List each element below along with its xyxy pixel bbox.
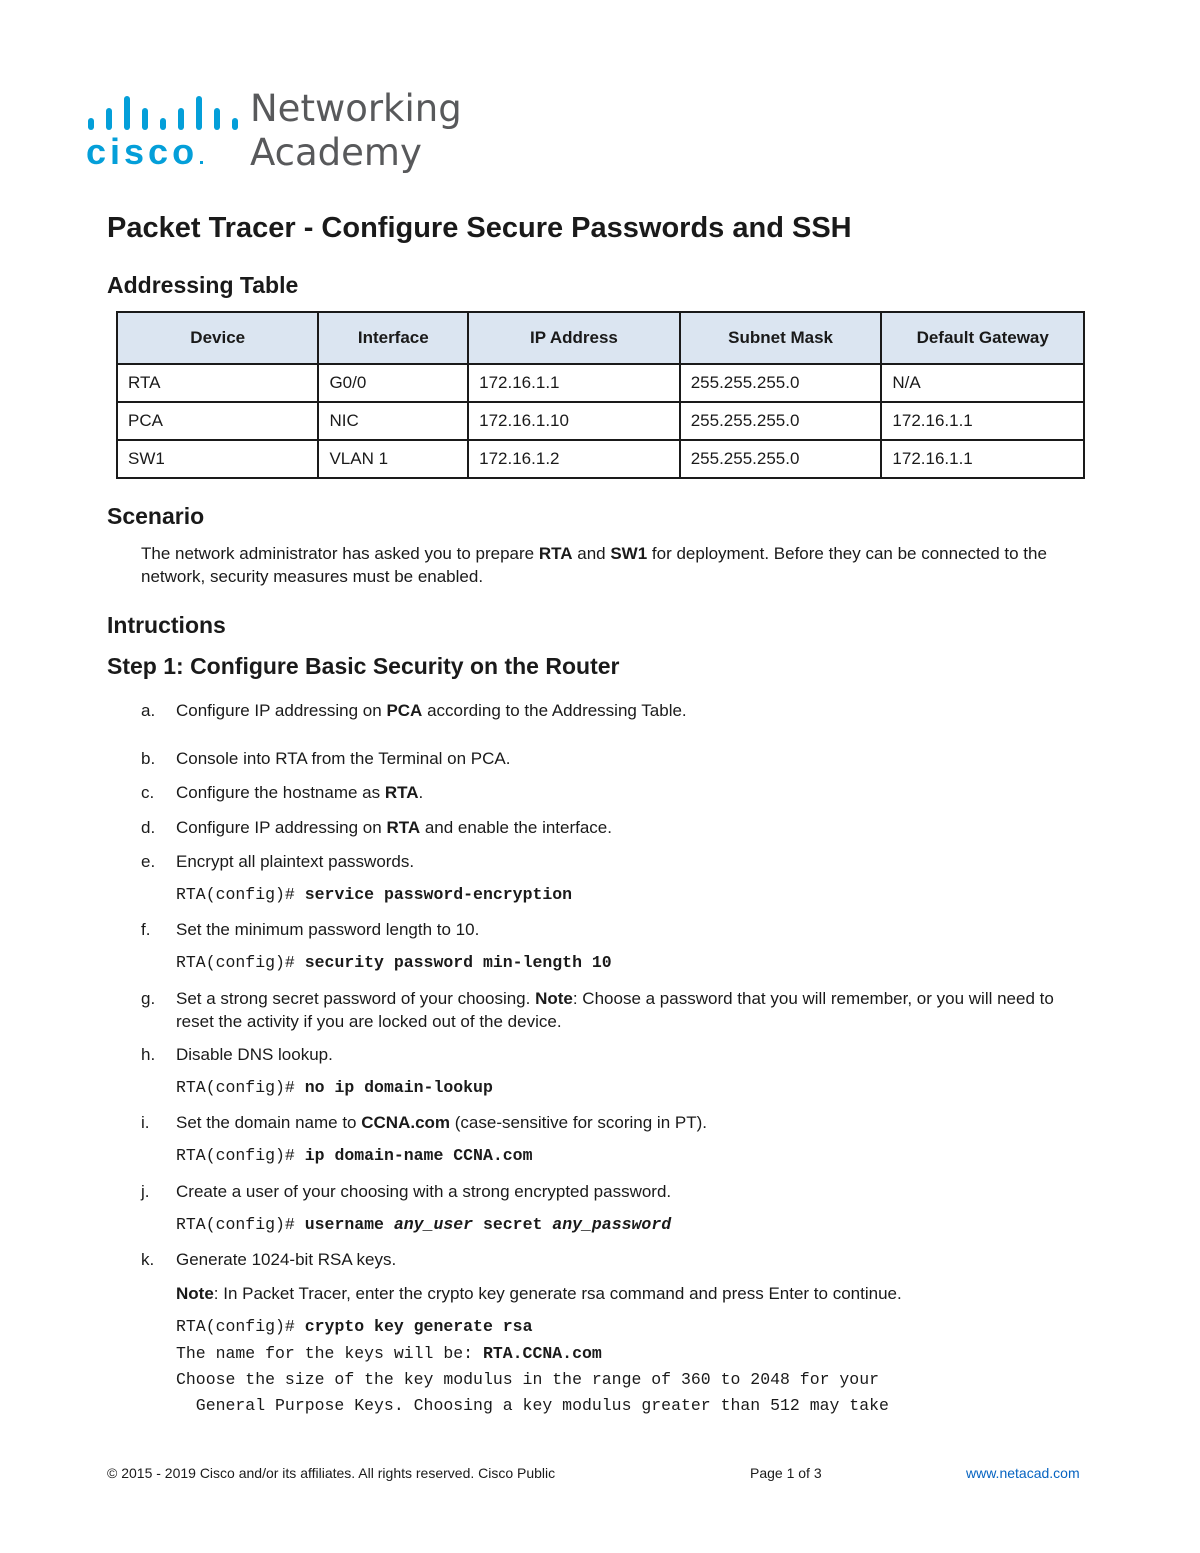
table-cell: 172.16.1.10	[468, 402, 680, 440]
table-cell: 255.255.255.0	[680, 440, 882, 478]
column-header-interface: Interface	[318, 312, 468, 364]
cli-output-line-2: Choose the size of the key modulus in the range of 360 to 2048 for your	[176, 1370, 880, 1389]
scenario-heading: Scenario	[107, 503, 205, 529]
column-header-default-gateway: Default Gateway	[881, 312, 1084, 364]
cli-command-e: RTA(config)# service password-encryption	[176, 885, 573, 904]
cisco-networking-academy-logo	[86, 88, 486, 178]
cli-output-line-3: General Purpose Keys. Choosing a key modulus greater than 512 may take	[176, 1396, 889, 1415]
addressing-table-heading: Addressing Table	[107, 272, 299, 298]
table-cell: G0/0	[318, 364, 468, 402]
table-cell: 172.16.1.1	[881, 440, 1084, 478]
table-cell: 255.255.255.0	[680, 364, 882, 402]
column-header-device: Device	[117, 312, 318, 364]
table-cell: 255.255.255.0	[680, 402, 882, 440]
footer-copyright: © 2015 - 2019 Cisco and/or its affiliates. All rights reserved. Cisco Public	[107, 1465, 556, 1481]
table-row	[117, 440, 1084, 478]
scenario-paragraph: The network administrator has asked you to prepare RTA and SW1 for deployment. Before they can be connected to the network, security measures must be enabled.	[141, 544, 1047, 586]
table-cell: RTA	[117, 364, 318, 402]
cli-command-i: RTA(config)# ip domain-name CCNA.com	[176, 1146, 533, 1165]
table-cell: SW1	[117, 440, 318, 478]
table-cell: VLAN 1	[318, 440, 468, 478]
table-cell: 172.16.1.2	[468, 440, 680, 478]
table-cell: PCA	[117, 402, 318, 440]
table-row	[117, 402, 1084, 440]
cli-command-j: RTA(config)# username any_user secret any_password	[176, 1215, 672, 1234]
column-header-subnet-mask: Subnet Mask	[680, 312, 882, 364]
footer-page-number: Page 1 of 3	[750, 1465, 822, 1481]
addressing-table	[116, 311, 1085, 479]
footer-netacad-link[interactable]: www.netacad.com	[966, 1465, 1080, 1481]
column-header-ip-address: IP Address	[468, 312, 680, 364]
step1-heading: Step 1: Configure Basic Security on the Router	[107, 653, 620, 679]
table-header-row	[117, 312, 1084, 364]
table-cell: N/A	[881, 364, 1084, 402]
table-cell: NIC	[318, 402, 468, 440]
cli-output-line-1: The name for the keys will be: RTA.CCNA.com	[176, 1344, 602, 1363]
note-k: Note: In Packet Tracer, enter the crypto key generate rsa command and press Enter to continue.	[176, 1284, 902, 1303]
logo-academy-text: Academy	[250, 131, 422, 174]
logo-networking-text: Networking	[250, 87, 462, 130]
instructions-heading: Intructions	[107, 612, 226, 638]
cli-command-f: RTA(config)# security password min-length 10	[176, 953, 612, 972]
cli-command-k: RTA(config)# crypto key generate rsa	[176, 1317, 533, 1336]
table-row	[117, 364, 1084, 402]
document-title: Packet Tracer - Configure Secure Passwords and SSH	[107, 212, 852, 244]
cisco-bars-icon	[88, 94, 238, 130]
cli-command-h: RTA(config)# no ip domain-lookup	[176, 1078, 493, 1097]
cisco-wordmark: cisco	[86, 132, 203, 172]
table-cell: 172.16.1.1	[468, 364, 680, 402]
table-cell: 172.16.1.1	[881, 402, 1084, 440]
